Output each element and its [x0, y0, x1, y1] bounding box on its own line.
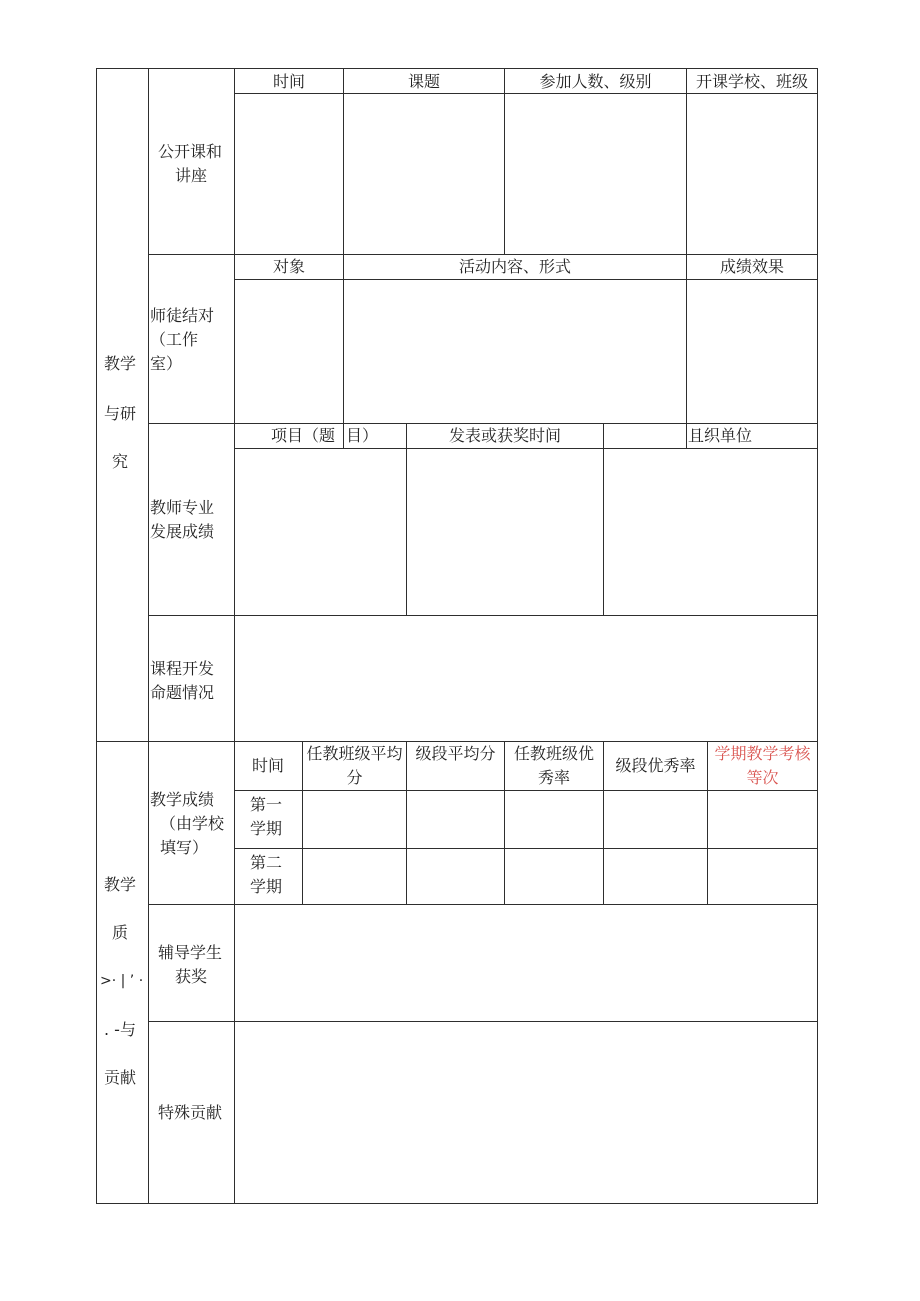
row-label: 公开课和: [158, 142, 223, 161]
row-label: 讲座: [175, 166, 208, 185]
column-header: 参加人数、级别: [539, 72, 652, 91]
row-label: 获奖: [175, 967, 208, 986]
column-header: 时间: [251, 756, 284, 775]
column-header: 秀率: [537, 768, 570, 787]
row-label: 课程开发: [150, 659, 215, 678]
column-header: 且织单位: [688, 426, 753, 445]
row-label: 命题情况: [150, 683, 215, 702]
row-label: 填写）: [160, 838, 209, 857]
row-label: 发展成绩: [150, 522, 215, 541]
term-label: 学期: [250, 877, 283, 896]
label-line: . -与: [104, 1020, 136, 1039]
term-label: 第二: [250, 853, 283, 872]
column-header: 级段优秀率: [615, 756, 696, 775]
column-header: 发表或获奖时间: [448, 426, 561, 445]
column-header: 目）: [346, 426, 379, 445]
column-header-red: 等次: [746, 768, 779, 787]
label-line: 教学: [104, 875, 137, 894]
column-header: 开课学校、班级: [695, 72, 808, 91]
row-label: 教师专业: [150, 498, 215, 517]
row-label: 教学成绩: [150, 790, 215, 809]
term-label: 学期: [250, 819, 283, 838]
label-line: 质: [112, 923, 129, 942]
label-line: >· | ’ ·: [100, 973, 144, 989]
row-label: （工作: [150, 330, 199, 349]
row-label: （由学校: [160, 814, 225, 833]
row-label: 室）: [150, 354, 183, 373]
column-header: 成绩效果: [719, 257, 784, 276]
column-header-red: 学期教学考核: [714, 744, 811, 763]
label-line: 与研: [104, 404, 137, 423]
column-header: 任教班级优: [513, 744, 594, 763]
column-header: 分: [346, 768, 363, 787]
label-line: 究: [112, 452, 129, 471]
column-header: 活动内容、形式: [458, 257, 571, 276]
term-label: 第一: [250, 795, 283, 814]
column-header: 课题: [407, 72, 440, 91]
label-line: 贡献: [104, 1068, 137, 1087]
column-header: 任教班级平均: [306, 744, 403, 763]
row-label: 特殊贡献: [158, 1103, 223, 1122]
column-header: 级段平均分: [415, 744, 496, 763]
row-label: 辅导学生: [158, 943, 223, 962]
column-header: 对象: [272, 257, 305, 276]
column-header: 项目（题: [271, 426, 336, 445]
label-line: 教学: [104, 354, 137, 373]
row-label: 师徒结对: [150, 306, 215, 325]
column-header: 时间: [272, 72, 305, 91]
